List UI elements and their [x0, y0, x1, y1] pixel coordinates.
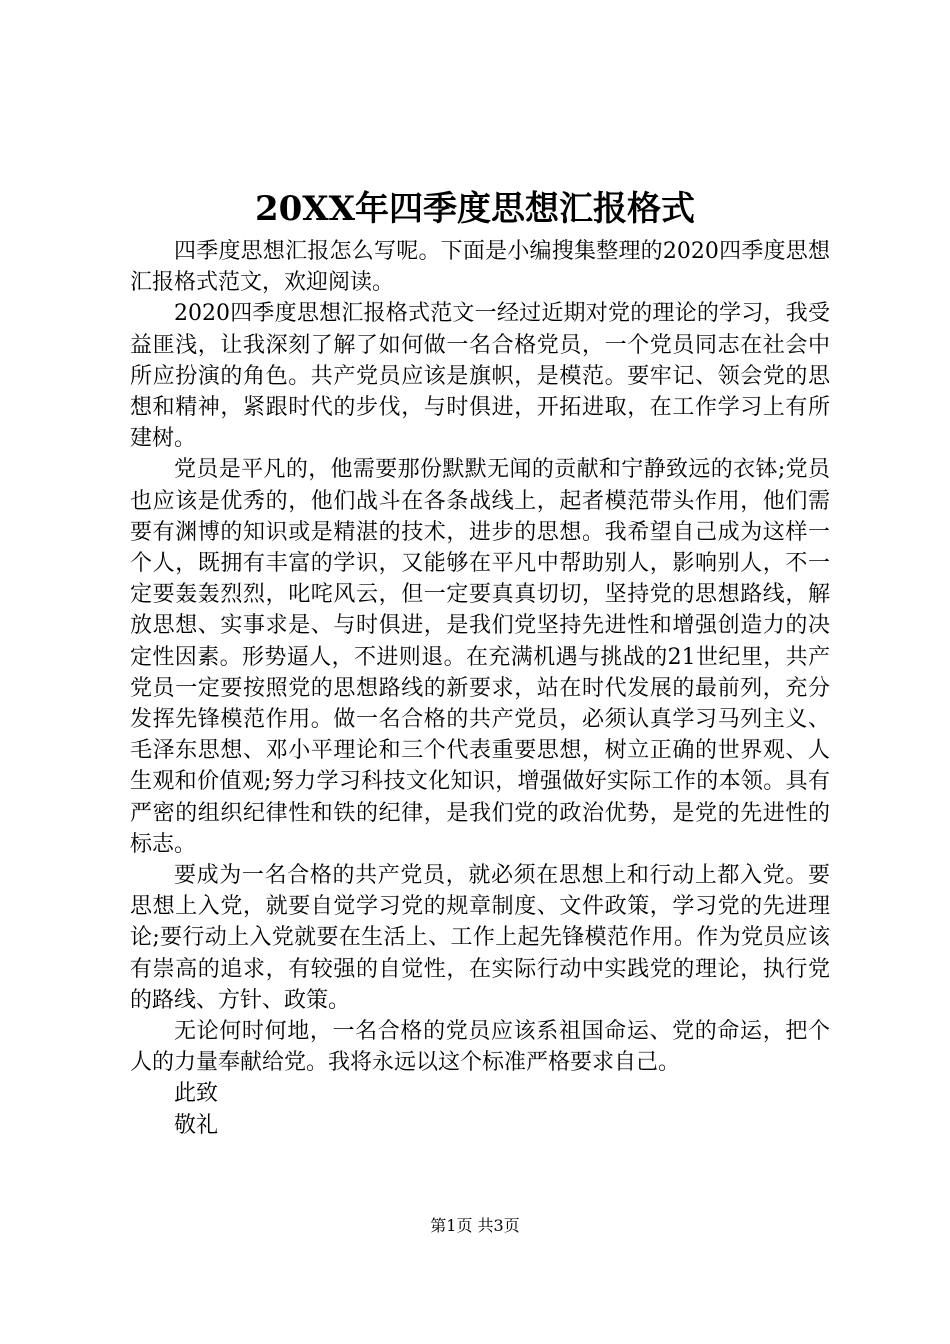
- paragraph-3: 要成为一名合格的共产党员，就必须在思想上和行动上都入党。要思想上入党，就要自觉学习党的规章制度、文件政策，学习党的先进理论;要行动上入党就要在生活上、工作上起先锋模范作用。作为党员应该有崇高的追求，有较强的自觉性，在实际行动中实践党的理论，执行党的路线、方针、政策。: [130, 863, 830, 1013]
- paragraph-intro: 四季度思想汇报怎么写呢。下面是小编搜集整理的2020四季度思想汇报格式范文，欢迎阅读。: [130, 239, 830, 296]
- paragraph-2: 党员是平凡的，他需要那份默默无闻的贡献和宁静致远的衣钵;党员也应该是优秀的，他们战斗在各条战线上，起者模范带头作用，他们需要有渊博的知识或是精湛的技术，进步的思想。我希望自己成为这样一个人，既拥有丰富的学识，又能够在平凡中帮助别人，影响别人，不一定要轰轰烈烈，叱咤风云，但一定要真真切切，坚持党的思想路线，解放思想、实事求是、与时俱进，是我们党坚持先进性和增强创造力的决定性因素。形势逼人，不进则退。在充满机遇与挑战的21世纪里，共产党员一定要按照党的思想路线的新要求，站在时代发展的最前列，充分发挥先锋模范作用。做一名合格的共产党员，必须认真学习马列主义、毛泽东思想、邓小平理论和三个代表重要思想，树立正确的世界观、人生观和价值观;努力学习科技文化知识，增强做好实际工作的本领。具有严密的组织纪律性和铁的纪律，是我们党的政治优势，是党的先进性的标志。: [130, 457, 830, 857]
- document-body: [130, 236, 830, 1141]
- page-number-footer: 第1页 共3页: [430, 1216, 520, 1235]
- document-title: 20XX年四季度思想汇报格式: [254, 189, 696, 229]
- paragraph-1: 2020四季度思想汇报格式范文一经过近期对党的理论的学习，我受益匪浅，让我深刻了解了如何做一名合格党员，一个党员同志在社会中所应扮演的角色。共产党员应该是旗帜，是模范。要牢记、领会党的思想和精神，紧跟时代的步伐，与时俱进，开拓进取，在工作学习上有所建树。: [130, 301, 830, 452]
- paragraph-4: 无论何时何地，一名合格的党员应该系祖国命运、党的命运，把个人的力量奉献给党。我将永远以这个标准严格要求自己。: [130, 1019, 830, 1076]
- closing-salutation: 此致: [174, 1081, 219, 1107]
- closing-regards: 敬礼: [174, 1112, 219, 1138]
